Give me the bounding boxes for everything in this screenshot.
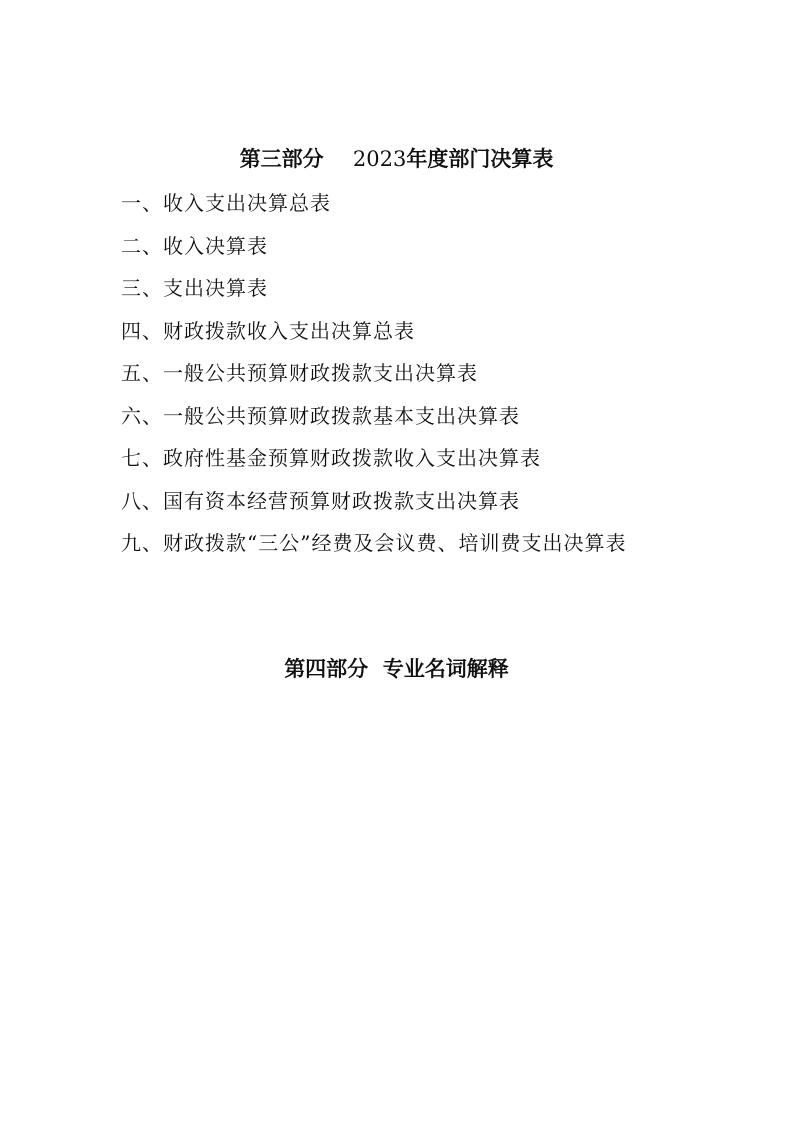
table-list-item: 八、国有资本经营预算财政拨款支出决算表: [121, 488, 520, 513]
part3-table-list: [121, 186, 626, 569]
table-list-item: 九、财政拨款“三公”经费及会议费、培训费支出决算表: [121, 531, 627, 555]
part3-heading: [0, 144, 793, 174]
part3-heading-suffix: 年度部门决算表: [406, 146, 554, 171]
table-list-item: 六、一般公共预算财政拨款基本支出决算表: [121, 403, 520, 428]
part3-heading-prefix: 第三部分: [239, 146, 324, 171]
table-list-item: 一、收入支出决算总表: [121, 191, 331, 215]
table-list-item: 四、财政拨款收入支出决算总表: [121, 318, 415, 343]
table-list-item: 七、政府性基金预算财政拨款收入支出决算表: [121, 446, 541, 470]
table-list-item: 五、一般公共预算财政拨款支出决算表: [121, 361, 478, 385]
table-list-item: 二、收入决算表: [121, 233, 268, 258]
part3-heading-year: 2023: [352, 147, 407, 171]
table-list-item: 三、支出决算表: [121, 276, 268, 300]
part4-heading: 第四部分 专业名词解释: [284, 656, 509, 681]
